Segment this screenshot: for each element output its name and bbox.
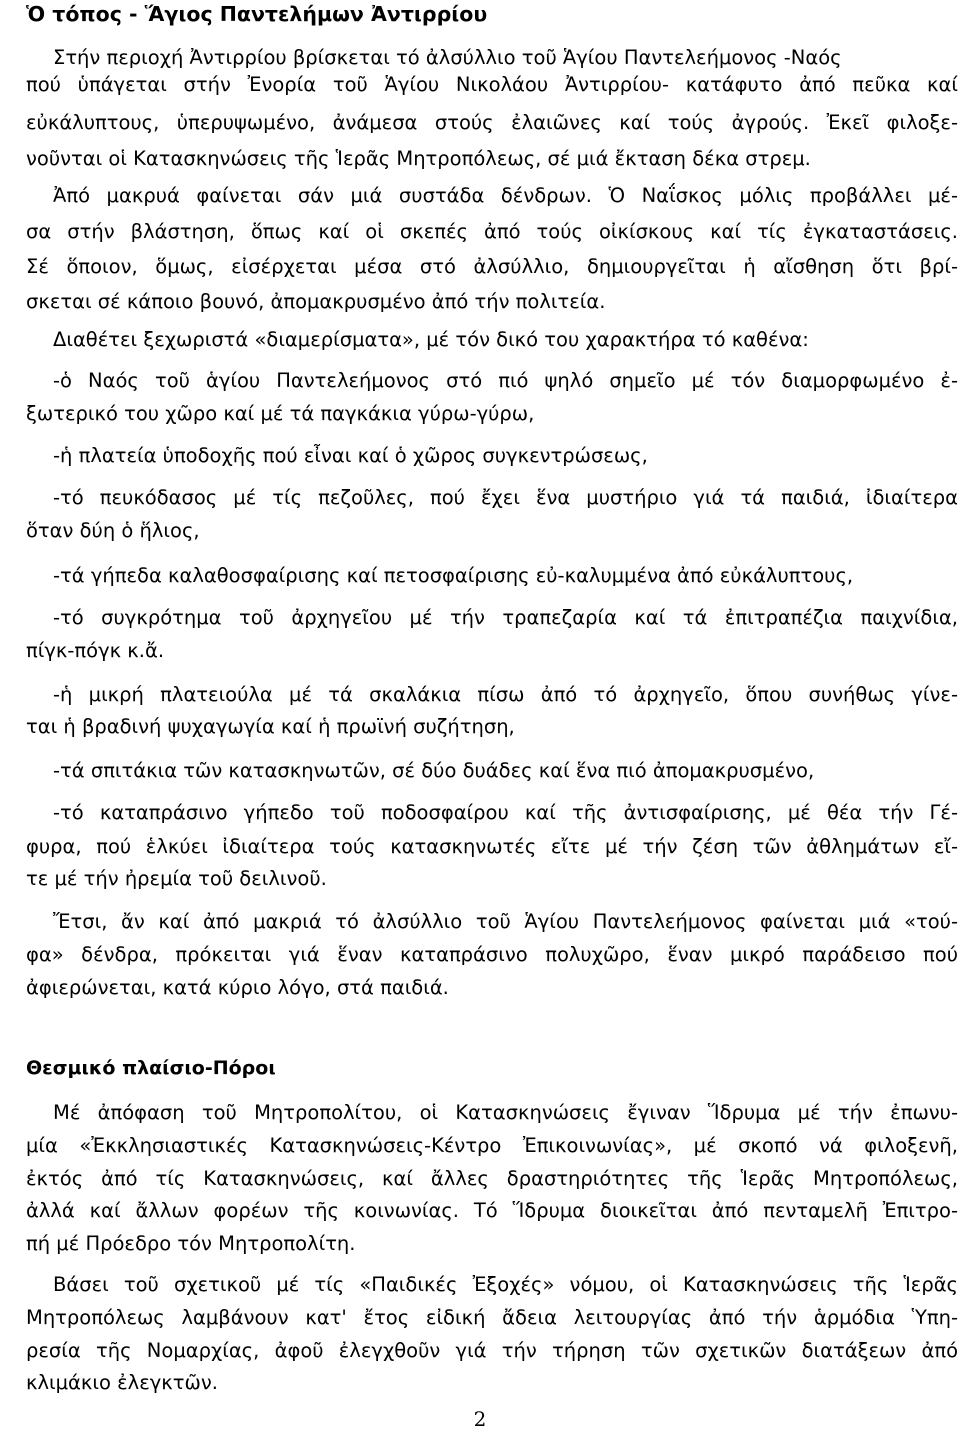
list-item-line: -τό πευκόδασος μέ τίς πεζοῦλες, πού ἔχει ἕνα μυστήριο γιά τά παιδιά, ἰδιαίτερα: [53, 486, 958, 509]
paragraph-line: Ἔτσι, ἄν καί ἀπό μακριά τό ἀλσύλλιο τοῦ Ἁγίου Παντελεήμονος φαίνεται μιά «τού-: [53, 910, 958, 933]
list-item-line: -τά γήπεδα καλαθοσφαίρισης καί πετοσφαίρισης εὐ-καλυμμένα ἀπό εὐκάλυπτους,: [53, 564, 854, 587]
paragraph-line: νοῦνται οἱ Κατασκηνώσεις τῆς Ἱερᾶς Μητροπόλεως, σέ μιά ἔκταση δέκα στρεμ.: [26, 147, 811, 170]
paragraph-line: Στήν περιοχή Ἀντιρρίου βρίσκεται τό ἀλσύλλιο τοῦ Ἁγίου Παντελεήμονος -Ναός: [53, 46, 842, 69]
paragraph-line: σκεται σέ κάποιο βουνό, ἀπομακρυσμένο ἀπό τήν πολιτεία.: [26, 290, 606, 313]
paragraph-line: πού ὑπάγεται στήν Ἐνορία τοῦ Ἁγίου Νικολάου Ἀντιρρίου- κατάφυτο ἀπό πεῦκα καί: [26, 73, 958, 96]
paragraph-line: ἀφιερώνεται, κατά κύριο λόγο, στά παιδιά.: [26, 976, 449, 999]
paragraph-line: ρεσία τῆς Νομαρχίας, ἀφοῦ ἐλεγχθοῦν γιά τήν τήρηση τῶν σχετικῶν διατάξεων ἀπό: [26, 1339, 958, 1362]
list-item-line: -τό καταπράσινο γήπεδο τοῦ ποδοσφαίρου καί τῆς ἀντισφαίρισης, μέ θέα τήν Γέ-: [53, 801, 958, 824]
paragraph-line: Μητροπόλεως λαμβάνουν κατ' ἔτος εἰδική ἄδεια λειτουργίας ἀπό τήν ἁρμόδια Ὑπη-: [26, 1306, 958, 1329]
paragraph-line: Διαθέτει ξεχωριστά «διαμερίσματα», μέ τόν δικό του χαρακτήρα τό καθένα:: [53, 328, 809, 351]
paragraph-line: ἐκτός ἀπό τίς Κατασκηνώσεις, καί ἄλλες δραστηριότητες τῆς Ἱερᾶς Μητροπόλεως,: [26, 1167, 958, 1190]
paragraph-line: μία «Ἐκκλησιαστικές Κατασκηνώσεις-Κέντρο Ἐπικοινωνίας», μέ σκοπό νά φιλοξενῆ,: [26, 1134, 958, 1157]
section-title: Θεσμικό πλαίσιο-Πόροι: [26, 1057, 276, 1079]
list-item-line: φυρα, πού ἑλκύει ἰδιαίτερα τούς κατασκηνωτές εἴτε μέ τήν ζέση τῶν ἀθλημάτων εἴ-: [26, 835, 958, 858]
list-item-line: τε μέ τήν ἠρεμία τοῦ δειλινοῦ.: [26, 867, 327, 890]
list-item-line: ξωτερικό του χῶρο καί μέ τά παγκάκια γύρω-γύρω,: [26, 402, 535, 425]
paragraph-line: εὐκάλυπτους, ὑπερυψωμένο, ἀνάμεσα στούς ἐλαιῶνες καί τούς ἀγρούς. Ἐκεῖ φιλοξε-: [26, 111, 958, 134]
paragraph-line: Μέ ἀπόφαση τοῦ Μητροπολίτου, οἱ Κατασκηνώσεις ἔγιναν Ἵδρυμα μέ τήν ἐπωνυ-: [53, 1101, 958, 1124]
paragraph-line: πή μέ Πρόεδρο τόν Μητροπολίτη.: [26, 1232, 356, 1255]
list-item-line: -ὁ Ναός τοῦ ἁγίου Παντελεήμονος στό πιό ψηλό σημεῖο μέ τόν διαμορφωμένο ἐ-: [53, 369, 958, 392]
paragraph-line: σα στήν βλάστηση, ὅπως καί οἱ σκεπές ἀπό τούς οἰκίσκους καί τίς ἐγκαταστάσεις.: [26, 220, 958, 243]
list-item-line: πίγκ-πόγκ κ.ἄ.: [26, 639, 165, 662]
paragraph-line: φα» δένδρα, πρόκειται γιά ἕναν καταπράσινο πολυχῶρο, ἕναν μικρό παράδεισο πού: [26, 943, 958, 966]
paragraph-line: Βάσει τοῦ σχετικοῦ μέ τίς «Παιδικές Ἐξοχές» νόμου, οἱ Κατασκηνώσεις τῆς Ἱερᾶς: [53, 1273, 958, 1296]
paragraph-line: κλιμάκιο ἐλεγκτῶν.: [26, 1371, 218, 1394]
list-item-line: ὅταν δύη ὁ ἥλιος,: [26, 519, 200, 542]
list-item-line: -τό συγκρότημα τοῦ ἀρχηγεῖου μέ τήν τραπεζαρία καί τά ἐπιτραπέζια παιχνίδια,: [53, 606, 958, 629]
paragraph-line: Ἀπό μακρυά φαίνεται σάν μιά συστάδα δένδρων. Ὁ Ναΐσκος μόλις προβάλλει μέ-: [53, 184, 958, 207]
list-item-line: ται ἡ βραδινή ψυχαγωγία καί ἡ πρωϊνή συζήτηση,: [26, 715, 515, 738]
page-number: 2: [473, 1407, 487, 1431]
list-item-line: -ἡ πλατεία ὑποδοχῆς πού εἶναι καί ὁ χῶρος συγκεντρώσεως,: [53, 444, 648, 467]
page-title: Ὁ τόπος - Ἅγιος Παντελήμων Ἀντιρρίου: [26, 2, 488, 26]
paragraph-line: ἀλλά καί ἄλλων φορέων τῆς κοινωνίας. Τό Ἵδρυμα διοικεῖται ἀπό πενταμελῆ Ἐπιτρο-: [26, 1199, 958, 1222]
list-item-line: -τά σπιτάκια τῶν κατασκηνωτῶν, σέ δύο δυάδες καί ἕνα πιό ἀπομακρυσμένο,: [53, 759, 815, 782]
paragraph-line: Σέ ὅποιον, ὅμως, εἰσέρχεται μέσα στό ἀλσύλλιο, δημιουργεῖται ἡ αἴσθηση ὅτι βρί-: [26, 255, 958, 278]
list-item-line: -ἡ μικρή πλατειούλα μέ τά σκαλάκια πίσω ἀπό τό ἀρχηγεῖο, ὅπου συνήθως γίνε-: [53, 683, 958, 706]
